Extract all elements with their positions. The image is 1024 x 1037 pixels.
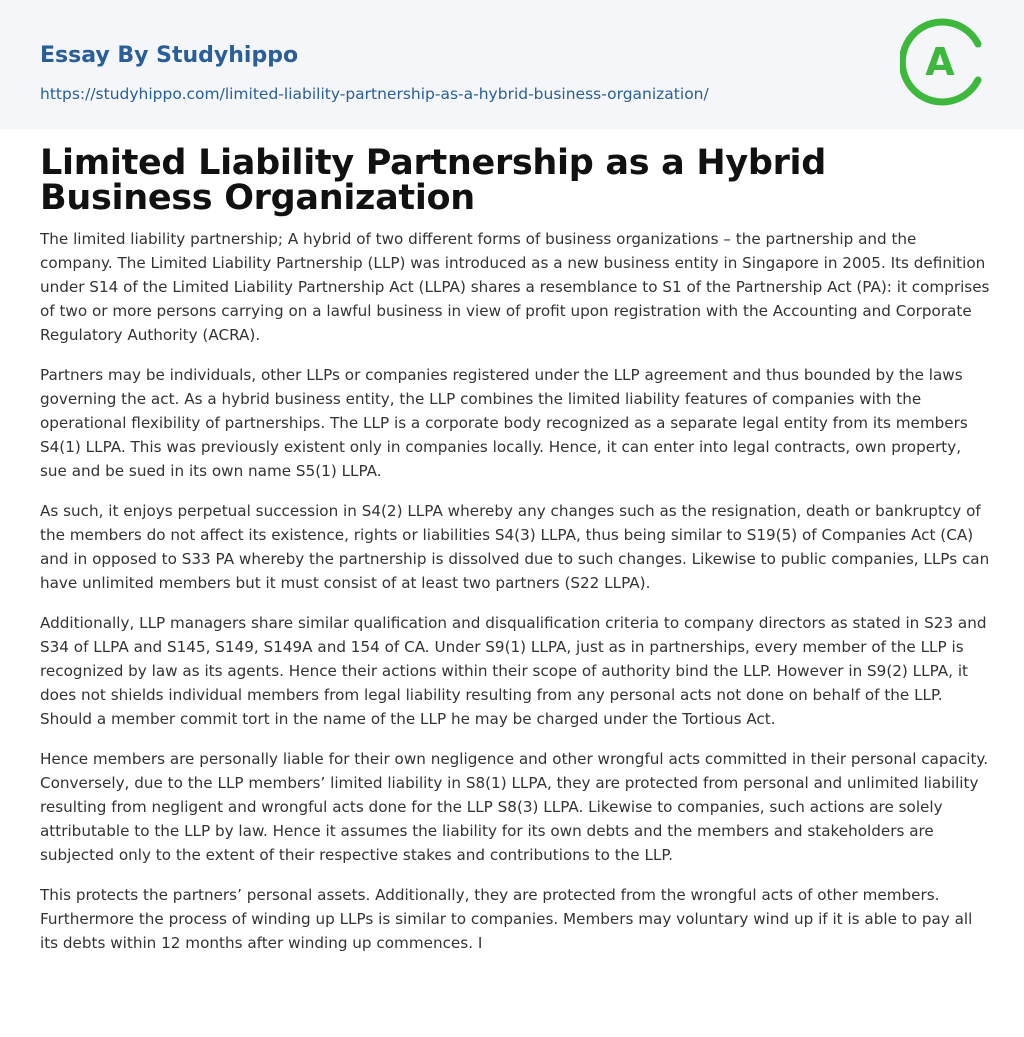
article	[40, 143, 990, 971]
article-paragraph: This protects the partners’ personal assets. Additionally, they are protected from the wrongful acts of other members. Furthermore the process of winding up LLPs is similar to companies. Members may voluntary wind up if it is able to pay all its debts within 12 months after winding up commences. I	[40, 886, 973, 952]
studyhippo-logo[interactable]	[900, 18, 988, 106]
article-paragraph: As such, it enjoys perpetual succession in S4(2) LLPA whereby any changes such as the resignation, death or bankruptcy of the members do not affect its existence, rights or liabilities S4(3) LLPA, thus being similar to S19(5) of Companies Act (CA) and in opposed to S33 PA whereby the partnership is dissolved due to such changes. Likewise to public companies, LLPs can have unlimited members but it must consist of at least two partners (S22 LLPA).	[40, 502, 990, 592]
article-title: Limited Liability Partnership as a Hybrid Business Organization	[40, 143, 827, 218]
article-paragraph: The limited liability partnership; A hybrid of two different forms of business organizations – the partnership and the company. The Limited Liability Partnership (LLP) was introduced as a new business entity in Singapore in 2005. Its definition under S14 of the Limited Liability Partnership Act (LLPA) shares a resemblance to S1 of the Partnership Act (PA): it comprises of two or more persons carrying on a lawful business in view of profit upon registration with the Accounting and Corporate Regulatory Authority (ACRA).	[40, 230, 990, 344]
site-brand[interactable]: Essay By Studyhippo	[40, 43, 299, 68]
article-paragraph: Partners may be individuals, other LLPs or companies registered under the LLP agreement and thus bounded by the laws governing the act. As a hybrid business entity, the LLP combines the limited liability features of companies with the operational flexibility of partnerships. The LLP is a corporate body recognized as a separate legal entity from its members S4(1) LLPA. This was previously existent only in companies locally. Hence, it can enter into legal contracts, own property, sue and be sued in its own name S5(1) LLPA.	[40, 366, 968, 480]
page-url-link[interactable]: https://studyhippo.com/limited-liability-partnership-as-a-hybrid-business-organization/	[40, 85, 709, 103]
article-paragraph: Hence members are personally liable for their own negligence and other wrongful acts committed in their personal capacity. Conversely, due to the LLP members’ limited liability in S8(1) LLPA, they are protected from personal and unlimited liability resulting from negligent and wrongful acts done for the LLP S8(3) LLPA. Likewise to companies, such actions are solely attributable to the LLP by law. Hence it assumes the liability for its own debts and the members and stakeholders are subjected only to the extent of their respective stakes and contributions to the LLP.	[40, 750, 989, 864]
logo-icon	[900, 18, 988, 106]
site-header	[0, 0, 1024, 129]
logo-letter: A	[925, 40, 955, 84]
article-paragraph: Additionally, LLP managers share similar qualification and disqualification criteria to company directors as stated in S23 and S34 of LLPA and S145, S149, S149A and 154 of CA. Under S9(1) LLPA, just as in partnerships, every member of the LLP is recognized by law as its agents. Hence their actions within their scope of authority bind the LLP. However in S9(2) LLPA, it does not shields individual members from legal liability resulting from any personal acts not done on behalf of the LLP. Should a member commit tort in the name of the LLP he may be charged under the Tortious Act.	[40, 614, 987, 728]
